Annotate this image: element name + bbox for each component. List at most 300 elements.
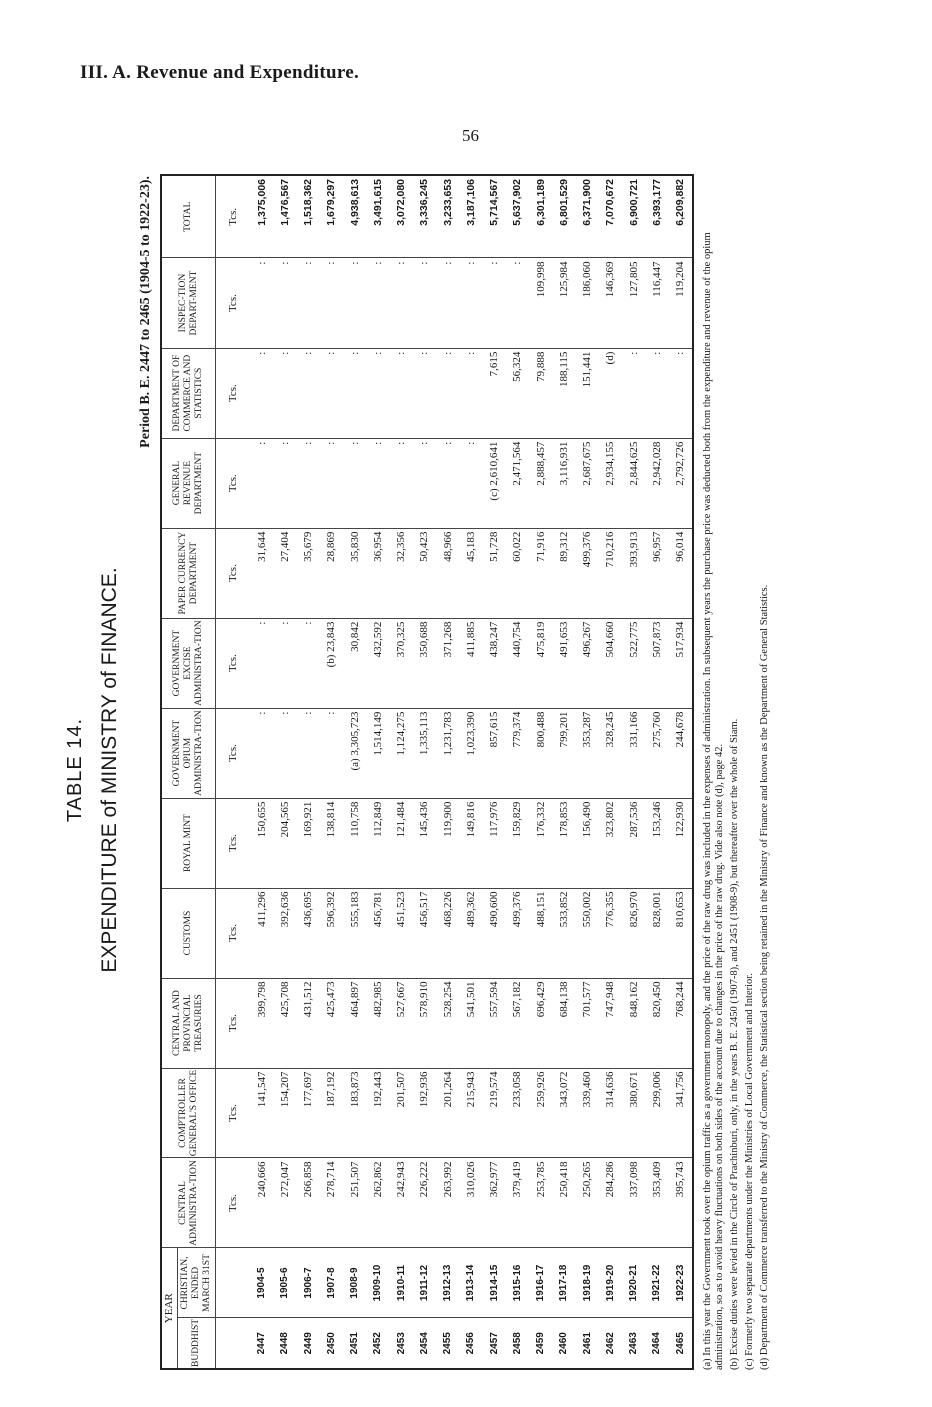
header-col: GENERAL REVENUE DEPARTMENT <box>162 438 216 528</box>
value-cell: 362,977 <box>483 1158 506 1248</box>
buddhist-year-cell: 2464 <box>651 1332 663 1355</box>
value-cell: 550,002 <box>576 888 599 978</box>
value-cell: : <box>273 708 296 798</box>
value-cell: : <box>506 258 529 348</box>
value-cell: 251,507 <box>343 1158 366 1248</box>
value-cell: 112,849 <box>366 798 389 888</box>
header-col: GOVERNMENT EXCISE ADMINISTRA-TION <box>162 618 216 708</box>
value-cell: 310,026 <box>459 1158 482 1248</box>
table-row <box>483 176 506 1368</box>
value-cell: 116,447 <box>645 258 668 348</box>
value-cell: 30,842 <box>343 618 366 708</box>
value-cell: 533,852 <box>552 888 575 978</box>
value-cell: 1,124,275 <box>390 708 413 798</box>
value-cell: 2,934,155 <box>599 438 622 528</box>
value-cell: : <box>459 258 482 348</box>
value-cell: 857,615 <box>483 708 506 798</box>
buddhist-year-cell: 2462 <box>604 1332 616 1355</box>
value-cell: 555,183 <box>343 888 366 978</box>
period-label: Period B. E. 2447 to 2465 (1904-5 to 1922-23). <box>138 176 153 448</box>
value-cell: 800,488 <box>529 708 552 798</box>
table-title: EXPENDITURE of MINISTRY of FINANCE. <box>98 567 121 973</box>
value-cell: 3,116,931 <box>552 438 575 528</box>
value-cell: 187,192 <box>320 1068 343 1158</box>
value-cell: 242,943 <box>390 1158 413 1248</box>
value-cell: 31,644 <box>250 528 273 618</box>
value-cell: 186,060 <box>576 258 599 348</box>
value-cell: : <box>366 438 389 528</box>
value-cell: 567,182 <box>506 978 529 1068</box>
value-cell: 314,636 <box>599 1068 622 1158</box>
value-cell: 438,247 <box>483 618 506 708</box>
value-cell: : <box>297 438 320 528</box>
value-cell: 810,653 <box>669 888 692 978</box>
header-col: CENTRAL AND PROVINCIAL TREASURIES <box>162 978 216 1068</box>
unit-cell: Tcs. <box>216 888 251 978</box>
christian-year-cell: 1907-8 <box>320 1248 343 1318</box>
value-cell: 201,264 <box>436 1068 459 1158</box>
table-row <box>459 176 482 1368</box>
value-cell: : <box>320 258 343 348</box>
value-cell: 528,254 <box>436 978 459 1068</box>
buddhist-year-cell: 2457 <box>488 1332 500 1355</box>
value-cell: : <box>273 258 296 348</box>
value-cell: 215,943 <box>459 1068 482 1158</box>
value-cell: : <box>436 348 459 438</box>
expenditure-table <box>160 174 694 1370</box>
unit-cell: Tcs. <box>216 708 251 798</box>
value-cell: 287,536 <box>622 798 645 888</box>
header-christian: CHRISTIAN, ENDED MARCH 31ST <box>178 1248 216 1318</box>
value-cell: 79,888 <box>529 348 552 438</box>
value-cell: 482,985 <box>366 978 389 1068</box>
value-cell: 250,265 <box>576 1158 599 1248</box>
value-cell: 149,816 <box>459 798 482 888</box>
value-cell: 146,369 <box>599 258 622 348</box>
value-cell: 779,374 <box>506 708 529 798</box>
value-cell: 127,805 <box>622 258 645 348</box>
value-cell: : <box>390 348 413 438</box>
value-cell: 557,594 <box>483 978 506 1068</box>
value-cell: 122,930 <box>669 798 692 888</box>
value-cell: 60,022 <box>506 528 529 618</box>
value-cell: : <box>436 438 459 528</box>
value-cell: : <box>436 258 459 348</box>
value-cell: 89,312 <box>552 528 575 618</box>
value-cell: 475,819 <box>529 618 552 708</box>
value-cell: (d) <box>599 348 622 438</box>
value-cell: : <box>250 258 273 348</box>
value-cell: 204,565 <box>273 798 296 888</box>
buddhist-year-cell: 2451 <box>349 1332 361 1355</box>
total-cell: 6,301,189 <box>529 176 552 258</box>
value-cell: 328,245 <box>599 708 622 798</box>
header-col: ROYAL MINT <box>162 798 216 888</box>
header-col: COMPTROLLER GENERAL'S OFFICE <box>162 1068 216 1158</box>
value-cell: 2,687,675 <box>576 438 599 528</box>
value-cell: 701,577 <box>576 978 599 1068</box>
footnote-a: (a) In this year the Government took over the opium traffic as a government monopoly, and the price of the raw drug was included in the expenses of administration. In subsequent years the purchase price was deducted both from the expenditure and revenue of the opium administration, so as to avoid heavy fluctuations on both sides of the account due to changes in the price of the raw drug. Vide also note (d), page 42. <box>702 232 725 1370</box>
value-cell: 392,636 <box>273 888 296 978</box>
value-cell: 488,151 <box>529 888 552 978</box>
total-cell: 3,187,106 <box>459 176 482 258</box>
value-cell: 499,376 <box>576 528 599 618</box>
value-cell: 370,325 <box>390 618 413 708</box>
value-cell: (b) 23,843 <box>320 618 343 708</box>
table-row <box>552 176 575 1368</box>
total-cell: 5,637,902 <box>506 176 529 258</box>
christian-year-cell: 1918-19 <box>576 1248 599 1318</box>
value-cell: 468,226 <box>436 888 459 978</box>
buddhist-year-cell: 2461 <box>581 1332 593 1355</box>
value-cell: 451,523 <box>390 888 413 978</box>
value-cell: 96,957 <box>645 528 668 618</box>
total-cell: 4,938,613 <box>343 176 366 258</box>
value-cell: : <box>297 258 320 348</box>
value-cell: 331,166 <box>622 708 645 798</box>
value-cell: 507,873 <box>645 618 668 708</box>
value-cell: 527,667 <box>390 978 413 1068</box>
value-cell: 244,678 <box>669 708 692 798</box>
header-col: CUSTOMS <box>162 888 216 978</box>
value-cell: : <box>459 348 482 438</box>
header-year: YEAR <box>162 1248 178 1368</box>
buddhist-year-cell: 2452 <box>372 1332 384 1355</box>
value-cell: 141,547 <box>250 1068 273 1158</box>
christian-year-cell: 1909-10 <box>366 1248 389 1318</box>
total-cell: 5,714,567 <box>483 176 506 258</box>
value-cell: 35,830 <box>343 528 366 618</box>
value-cell: : <box>366 258 389 348</box>
unit-cell: Tcs. <box>216 1158 251 1248</box>
total-cell: 1,518,362 <box>297 176 320 258</box>
value-cell: 48,966 <box>436 528 459 618</box>
value-cell: 820,450 <box>645 978 668 1068</box>
header-buddhist: BUDDHIST <box>178 1318 216 1368</box>
buddhist-year-cell: 2455 <box>442 1332 454 1355</box>
unit-cell: Tcs. <box>216 618 251 708</box>
header-col: DEPARTMENT OF COMMERCE AND STATISTICS <box>162 348 216 438</box>
value-cell: 253,785 <box>529 1158 552 1248</box>
value-cell: : <box>413 348 436 438</box>
table-row <box>250 176 273 1368</box>
total-cell: 6,900,721 <box>622 176 645 258</box>
value-cell: 169,921 <box>297 798 320 888</box>
value-cell: 411,885 <box>459 618 482 708</box>
total-cell: 1,476,567 <box>273 176 296 258</box>
value-cell: : <box>343 348 366 438</box>
value-cell: 56,324 <box>506 348 529 438</box>
christian-year-cell: 1905-6 <box>273 1248 296 1318</box>
christian-year-cell: 1911-12 <box>413 1248 436 1318</box>
total-cell: 6,209,882 <box>669 176 692 258</box>
christian-year-cell: 1915-16 <box>506 1248 529 1318</box>
christian-year-cell: 1919-20 <box>599 1248 622 1318</box>
value-cell: 183,873 <box>343 1068 366 1158</box>
table-row <box>645 176 668 1368</box>
table-row <box>576 176 599 1368</box>
value-cell: 154,207 <box>273 1068 296 1158</box>
christian-year-cell: 1922-23 <box>669 1248 692 1318</box>
value-cell: : <box>413 438 436 528</box>
value-cell: 138,814 <box>320 798 343 888</box>
value-cell: 504,660 <box>599 618 622 708</box>
value-cell: : <box>273 618 296 708</box>
value-cell: 491,653 <box>552 618 575 708</box>
value-cell: 710,216 <box>599 528 622 618</box>
value-cell: 35,679 <box>297 528 320 618</box>
unit-cell: Tcs. <box>216 798 251 888</box>
value-cell: 380,671 <box>622 1068 645 1158</box>
value-cell: 110,758 <box>343 798 366 888</box>
table-body <box>216 176 693 1368</box>
value-cell: : <box>483 258 506 348</box>
table-row <box>297 176 320 1368</box>
value-cell: : <box>343 258 366 348</box>
value-cell: 353,409 <box>645 1158 668 1248</box>
buddhist-year-cell: 2459 <box>535 1332 547 1355</box>
christian-year-cell: 1913-14 <box>459 1248 482 1318</box>
value-cell: 71,916 <box>529 528 552 618</box>
value-cell: 432,592 <box>366 618 389 708</box>
value-cell: 425,708 <box>273 978 296 1068</box>
value-cell: 440,754 <box>506 618 529 708</box>
value-cell: 45,183 <box>459 528 482 618</box>
value-cell: 226,222 <box>413 1158 436 1248</box>
value-cell: 353,287 <box>576 708 599 798</box>
buddhist-year-cell: 2460 <box>558 1332 570 1355</box>
value-cell: 323,802 <box>599 798 622 888</box>
value-cell: 489,362 <box>459 888 482 978</box>
value-cell: 278,714 <box>320 1158 343 1248</box>
footnote-d: (d) Department of Commerce transferred to the Ministry of Commerce, the Statistical section being retained in the Ministry of Finance and known as the Department of General Statistics. <box>759 584 770 1370</box>
value-cell: : <box>320 708 343 798</box>
table-row <box>390 176 413 1368</box>
value-cell: : <box>297 618 320 708</box>
value-cell: 109,998 <box>529 258 552 348</box>
value-cell: 343,072 <box>552 1068 575 1158</box>
value-cell: 393,913 <box>622 528 645 618</box>
total-cell: 6,371,900 <box>576 176 599 258</box>
value-cell: 1,231,783 <box>436 708 459 798</box>
value-cell: 2,844,625 <box>622 438 645 528</box>
value-cell: 266,858 <box>297 1158 320 1248</box>
total-cell: 3,336,245 <box>413 176 436 258</box>
unit-cell: Tcs. <box>216 438 251 528</box>
value-cell: : <box>320 438 343 528</box>
christian-year-cell: 1914-15 <box>483 1248 506 1318</box>
christian-year-cell: 1906-7 <box>297 1248 320 1318</box>
buddhist-year-cell: 2453 <box>395 1332 407 1355</box>
value-cell: : <box>390 438 413 528</box>
value-cell: 240,666 <box>250 1158 273 1248</box>
table-row <box>343 176 366 1368</box>
value-cell: 848,162 <box>622 978 645 1068</box>
value-cell: 684,138 <box>552 978 575 1068</box>
table-row <box>436 176 459 1368</box>
value-cell: 262,862 <box>366 1158 389 1248</box>
total-cell: 3,233,653 <box>436 176 459 258</box>
table-row <box>669 176 692 1368</box>
value-cell: 7,615 <box>483 348 506 438</box>
value-cell: 828,001 <box>645 888 668 978</box>
section-heading: III. A. Revenue and Expenditure. <box>80 62 359 83</box>
value-cell: 1,335,113 <box>413 708 436 798</box>
header-col: INSPEC-TION DEPART-MENT <box>162 258 216 348</box>
value-cell: 96,014 <box>669 528 692 618</box>
value-cell: 177,697 <box>297 1068 320 1158</box>
value-cell: 119,204 <box>669 258 692 348</box>
unit-cell <box>216 1248 251 1318</box>
value-cell: 339,460 <box>576 1068 599 1158</box>
value-cell: : <box>250 438 273 528</box>
value-cell: 250,418 <box>552 1158 575 1248</box>
value-cell: 50,423 <box>413 528 436 618</box>
buddhist-year-cell: 2456 <box>465 1332 477 1355</box>
value-cell: 150,655 <box>250 798 273 888</box>
value-cell: : <box>320 348 343 438</box>
value-cell: 768,244 <box>669 978 692 1068</box>
buddhist-year-cell: 2454 <box>418 1332 430 1355</box>
value-cell: (c) 2,610,641 <box>483 438 506 528</box>
buddhist-year-cell: 2449 <box>302 1332 314 1355</box>
unit-cell: Tcs. <box>216 1068 251 1158</box>
buddhist-year-cell: 2450 <box>325 1332 337 1355</box>
header-col: PAPER CURRENCY DEPARTMENT <box>162 528 216 618</box>
value-cell: 350,688 <box>413 618 436 708</box>
value-cell: 263,992 <box>436 1158 459 1248</box>
value-cell: 464,897 <box>343 978 366 1068</box>
total-cell: 3,491,615 <box>366 176 389 258</box>
value-cell: 125,984 <box>552 258 575 348</box>
value-cell: 176,332 <box>529 798 552 888</box>
table-row <box>413 176 436 1368</box>
value-cell: 399,798 <box>250 978 273 1068</box>
value-cell: 337,098 <box>622 1158 645 1248</box>
table-number: TABLE 14. <box>64 717 86 823</box>
unit-cell: Tcs. <box>216 258 251 348</box>
table-row <box>506 176 529 1368</box>
page-number: 56 <box>462 126 479 145</box>
value-cell: 490,600 <box>483 888 506 978</box>
christian-year-cell: 1920-21 <box>622 1248 645 1318</box>
value-cell: 425,473 <box>320 978 343 1068</box>
value-cell: : <box>622 348 645 438</box>
value-cell: : <box>413 258 436 348</box>
value-cell: 36,954 <box>366 528 389 618</box>
unit-row <box>216 176 251 1368</box>
unit-cell: Tcs. <box>216 978 251 1068</box>
value-cell: : <box>343 438 366 528</box>
christian-year-cell: 1916-17 <box>529 1248 552 1318</box>
buddhist-year-cell: 2465 <box>674 1332 686 1355</box>
rotated-table-page <box>62 170 772 1370</box>
header-col: GOVERNMENT OPIUM ADMINISTRA-TION <box>162 708 216 798</box>
value-cell: 121,484 <box>390 798 413 888</box>
value-cell: 499,376 <box>506 888 529 978</box>
value-cell: 153,246 <box>645 798 668 888</box>
value-cell: : <box>250 348 273 438</box>
value-cell: 156,490 <box>576 798 599 888</box>
value-cell: 119,900 <box>436 798 459 888</box>
footnotes <box>702 174 774 1370</box>
value-cell: 696,429 <box>529 978 552 1068</box>
value-cell: 192,443 <box>366 1068 389 1158</box>
value-cell: 522,775 <box>622 618 645 708</box>
table-row <box>622 176 645 1368</box>
total-cell: 3,072,080 <box>390 176 413 258</box>
total-cell: 6,393,177 <box>645 176 668 258</box>
value-cell: 411,296 <box>250 888 273 978</box>
value-cell: 28,869 <box>320 528 343 618</box>
table-row <box>529 176 552 1368</box>
value-cell: 395,743 <box>669 1158 692 1248</box>
value-cell: 799,201 <box>552 708 575 798</box>
value-cell: 117,976 <box>483 798 506 888</box>
value-cell: 2,942,028 <box>645 438 668 528</box>
christian-year-cell: 1921-22 <box>645 1248 668 1318</box>
value-cell: 1,514,149 <box>366 708 389 798</box>
value-cell: 145,436 <box>413 798 436 888</box>
value-cell: 596,392 <box>320 888 343 978</box>
value-cell: 178,853 <box>552 798 575 888</box>
value-cell: 192,936 <box>413 1068 436 1158</box>
total-cell: 6,801,529 <box>552 176 575 258</box>
value-cell: 826,970 <box>622 888 645 978</box>
value-cell: 496,267 <box>576 618 599 708</box>
value-cell: (a) 3,305,723 <box>343 708 366 798</box>
christian-year-cell: 1910-11 <box>390 1248 413 1318</box>
value-cell: : <box>459 438 482 528</box>
value-cell: 456,781 <box>366 888 389 978</box>
value-cell: 2,792,726 <box>669 438 692 528</box>
value-cell: 275,760 <box>645 708 668 798</box>
value-cell: 51,728 <box>483 528 506 618</box>
value-cell: 233,058 <box>506 1068 529 1158</box>
christian-year-cell: 1908-9 <box>343 1248 366 1318</box>
value-cell: : <box>669 348 692 438</box>
value-cell: 284,286 <box>599 1158 622 1248</box>
total-cell: 1,375,006 <box>250 176 273 258</box>
christian-year-cell: 1912-13 <box>436 1248 459 1318</box>
buddhist-year-cell: 2463 <box>628 1332 640 1355</box>
value-cell: 517,934 <box>669 618 692 708</box>
value-cell: 159,829 <box>506 798 529 888</box>
value-cell: 1,023,390 <box>459 708 482 798</box>
value-cell: 299,006 <box>645 1068 668 1158</box>
value-cell: 27,404 <box>273 528 296 618</box>
value-cell: 747,948 <box>599 978 622 1068</box>
unit-cell: Tcs. <box>216 176 251 258</box>
value-cell: : <box>250 708 273 798</box>
footnote-b: (b) Excise duties were levied in the Circle of Prachinburi, only, in the years B. E. 2450 (1907-8), and 2451 (1908-9), but thereafter over the whole of Siam. <box>729 718 740 1370</box>
table-row <box>320 176 343 1368</box>
christian-year-cell: 1917-18 <box>552 1248 575 1318</box>
value-cell: : <box>366 348 389 438</box>
value-cell: : <box>645 348 668 438</box>
value-cell: 431,512 <box>297 978 320 1068</box>
unit-cell <box>216 1318 251 1368</box>
value-cell: 259,926 <box>529 1068 552 1158</box>
unit-cell: Tcs. <box>216 528 251 618</box>
value-cell: : <box>273 348 296 438</box>
buddhist-year-cell: 2448 <box>279 1332 291 1355</box>
value-cell: 32,356 <box>390 528 413 618</box>
table-row <box>599 176 622 1368</box>
value-cell: 272,047 <box>273 1158 296 1248</box>
buddhist-year-cell: 2447 <box>256 1332 268 1355</box>
footnote-c: (c) Formerly two separate departments under the Ministries of Local Government and Interior. <box>744 973 755 1370</box>
